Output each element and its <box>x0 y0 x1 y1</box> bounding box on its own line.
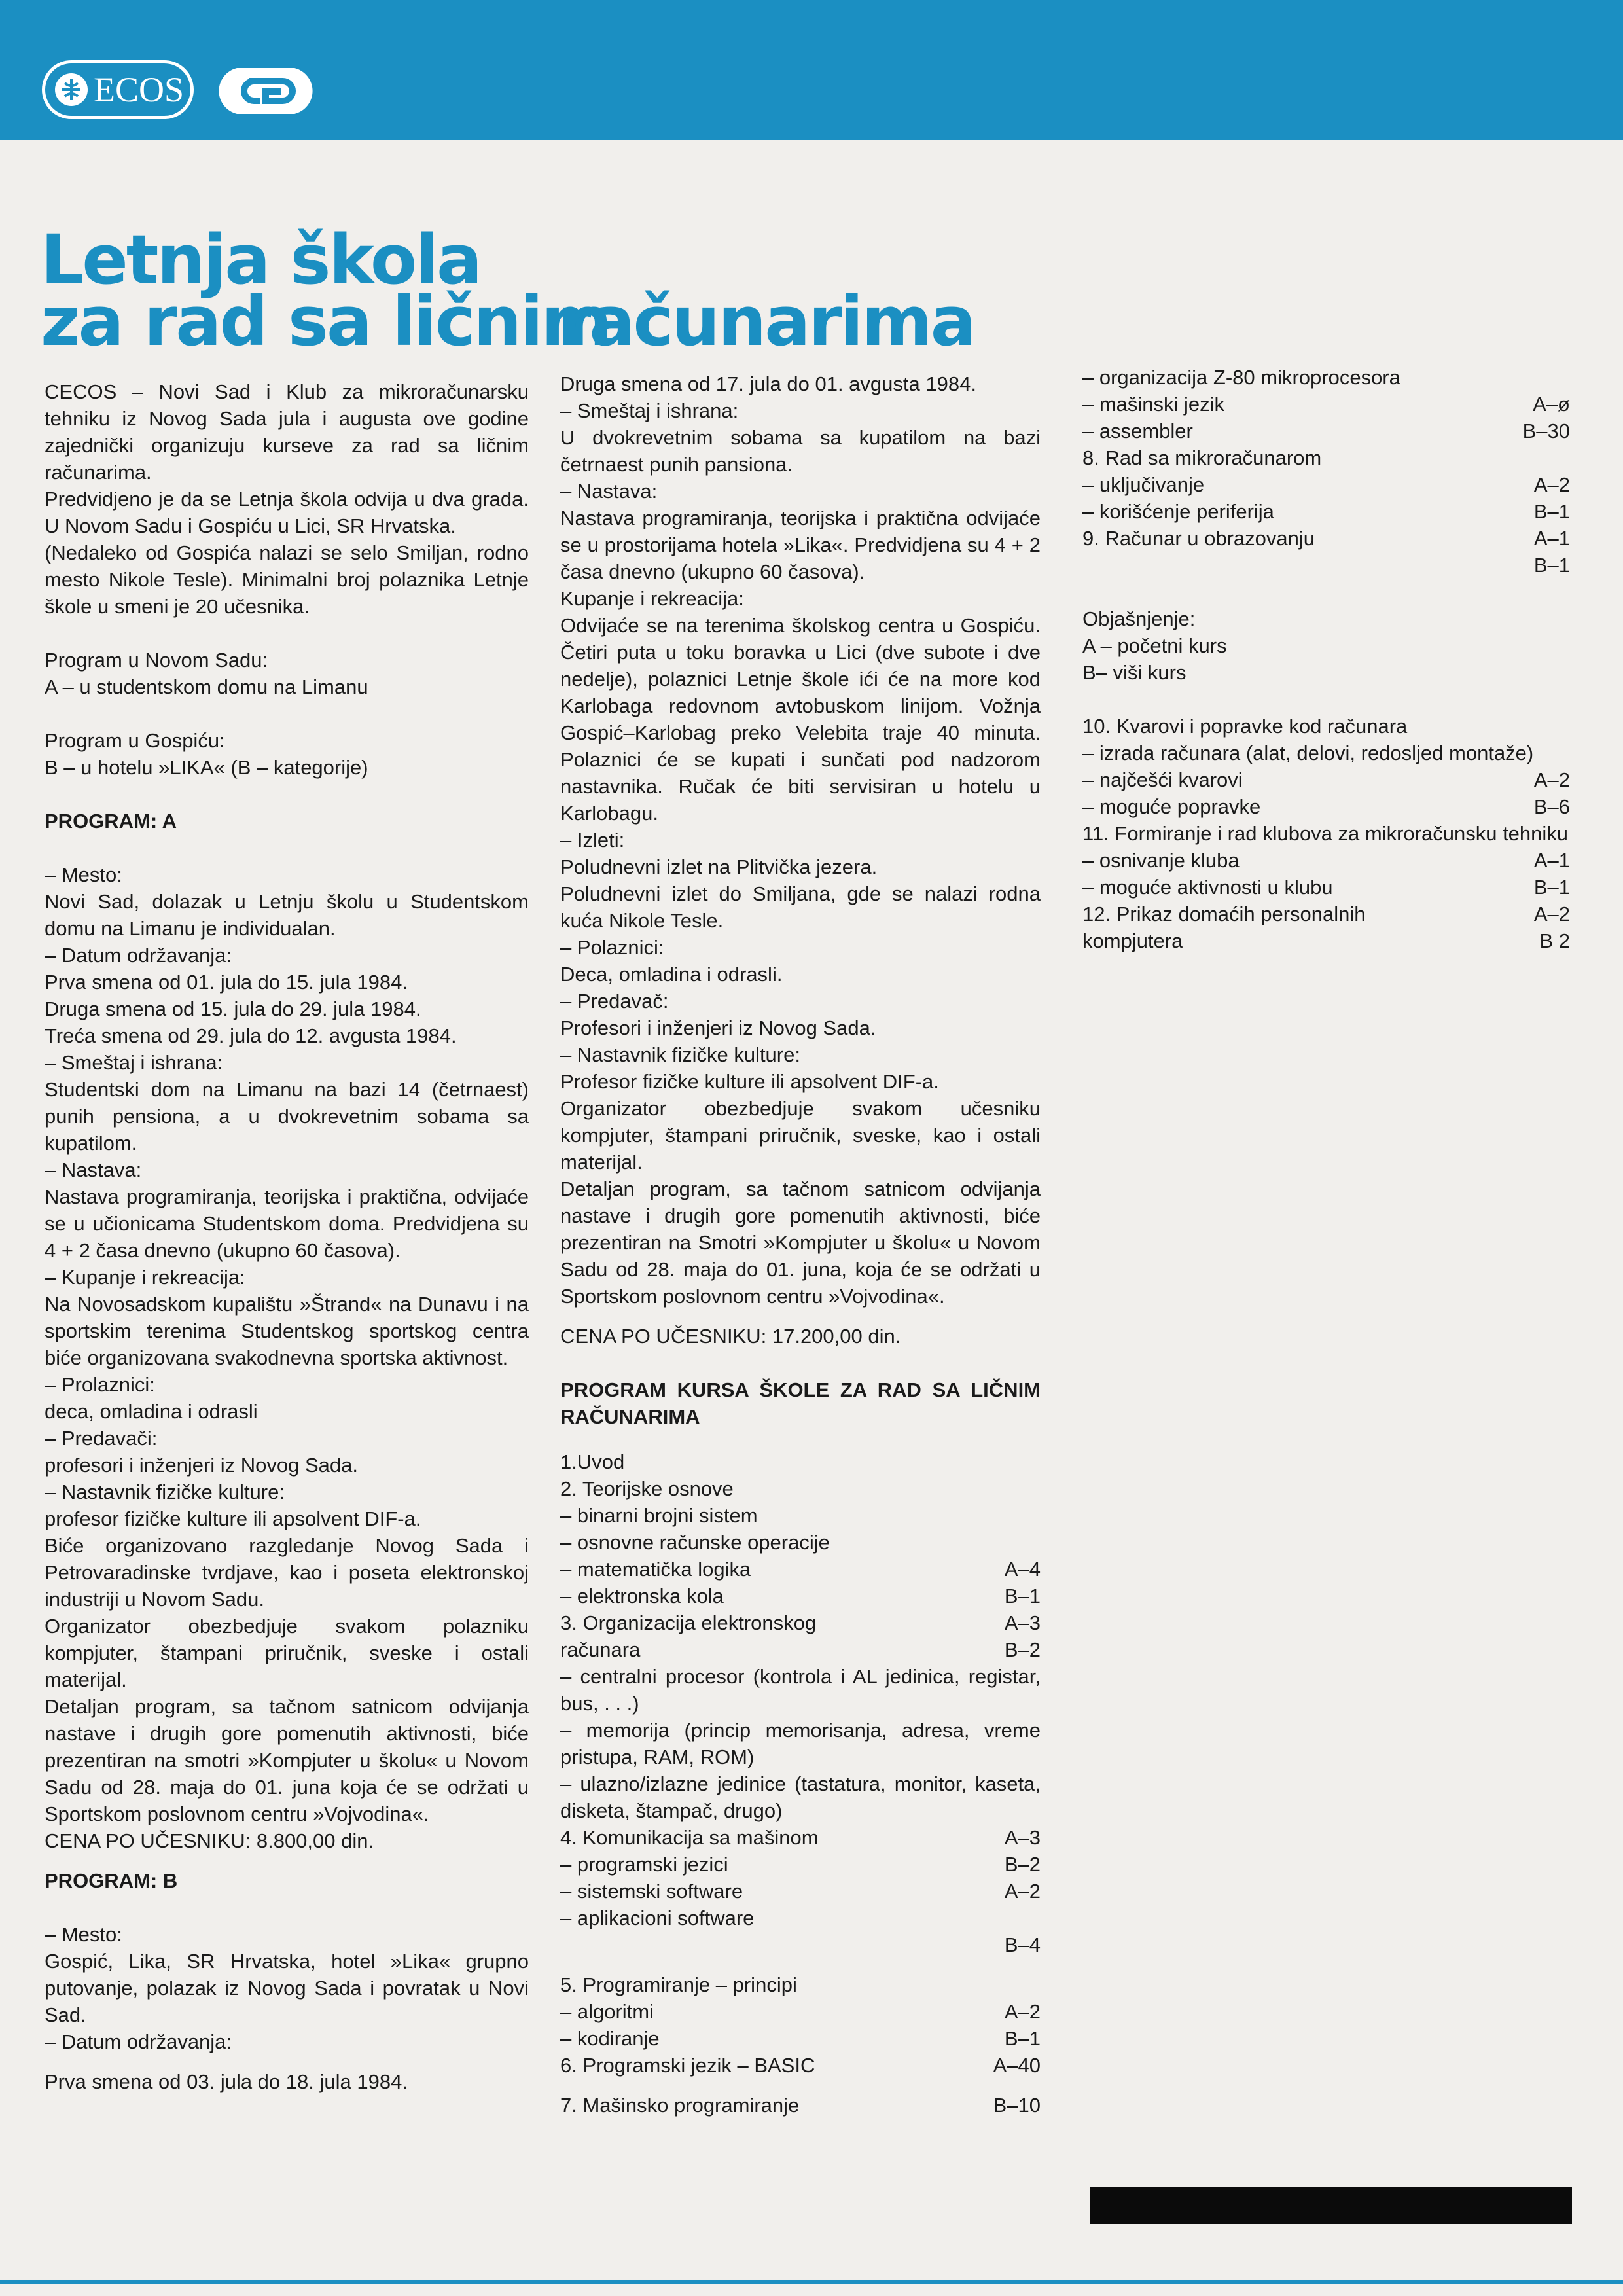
field-label: – Mesto: <box>45 1923 122 1946</box>
field-label: – Polaznici: <box>560 936 664 959</box>
list-item: – organizacija Z-80 mikroprocesora <box>1082 366 1400 389</box>
list-item: B–1 <box>1533 554 1570 577</box>
field-text: Nastava programiranja, teorijska i praktična, odvijaće se u učionicama Studentskom doma. Predvidjena su 4 + 2 časa dnevno (ukupno 60 časova). <box>45 1185 529 1262</box>
list-item: – memorija (princip memorisanja, adresa, vreme pristupa, RAM, ROM) <box>560 1719 1041 1768</box>
list-item: računara B–2 <box>560 1638 1041 1661</box>
list-item: – moguće popravke B–6 <box>1082 795 1570 818</box>
program-text: B – u hotelu »LIKA« (B – kategorije) <box>45 756 368 779</box>
list-item: – uključivanje A–2 <box>1082 473 1570 496</box>
shift-line: Druga smena od 17. jula do 01. avgusta 1984. <box>560 372 976 395</box>
field-label: – Mesto: <box>45 863 122 886</box>
title-line-2: za rad sa ličnim <box>41 281 611 361</box>
list-item: – izrada računara (alat, delovi, redosljed montaže) <box>1082 742 1534 764</box>
list-item: – assembler B–30 <box>1082 420 1570 442</box>
intro-paragraph: (Nedaleko od Gospića nalazi se selo Smiljan, rodno mesto Nikole Tesle). Minimalni broj polaznika Letnje škole u smeni je 20 učesnika. <box>45 541 529 618</box>
list-item: 6. Programski jezik – BASIC A–40 <box>560 2054 1041 2077</box>
list-item: 2. Teorijske osnove <box>560 1477 734 1500</box>
list-item: – binarni brojni sistem <box>560 1504 758 1527</box>
paragraph: Detaljan program, sa tačnom satnicom odvijanja nastave i drugih gore pomenutih aktivnosti, biće prezentiran na Smotri »Kompjuter u školu« u Novom Sadu od 28. maja do 01. juna, koja će se održati u Sportskom poslovnom centru »Vojvodina«. <box>560 1177 1041 1308</box>
list-item: – aplikacioni software <box>560 1907 755 1929</box>
field-text: Odvijaće se na terenima školskog centra u Gospiću. Četiri puta u toku boravka u Lici (dve subote i dve nedelje), polaznici Letnje škole ići će na more kod Karlobaga redovnom avtobuskom linijom. Vožnja Gospić–Karlobag preko Velebita traje 40 minuta. Polaznici će se kupati i sunčati pod nadzorom nastavnika. Ručak će biti servisiran u hotelu u Karlobagu. <box>560 614 1041 825</box>
column-2 <box>560 370 1041 2119</box>
field-text: Na Novosadskom kupalištu »Štrand« na Dunavu i na sportskim terenima Studentskog sportskog centra biće organizovana svakodnevna sportska aktivnost. <box>45 1293 529 1369</box>
list-item: – algoritmi A–2 <box>560 2000 1041 2023</box>
shift-line: Prva smena od 03. jula do 18. jula 1984. <box>45 2070 408 2093</box>
field-text: U dvokrevetnim sobama sa kupatilom na bazi četrnaest punih pansiona. <box>560 426 1041 476</box>
shift-line: Druga smena od 15. jula do 29. jula 1984. <box>45 997 421 1020</box>
field-label: – Datum održavanja: <box>45 2030 232 2053</box>
paragraph: Organizator obezbedjuje svakom polazniku kompjuter, štampani priručnik, sveske i ostali materijal. <box>45 1615 529 1691</box>
cd-logo-icon <box>211 64 321 118</box>
list-item: – korišćenje periferija B–1 <box>1082 500 1570 523</box>
legend-item: B– viši kurs <box>1082 661 1186 684</box>
list-item: – moguće aktivnosti u klubu B–1 <box>1082 876 1570 899</box>
list-item: – programski jezici B–2 <box>560 1853 1041 1876</box>
program-text: A – u studentskom domu na Limanu <box>45 675 368 698</box>
paragraph: Detaljan program, sa tačnom satnicom odvijanja nastave i drugih gore pomenutih aktivnosti, biće prezentiran na smotri »Kompjuter u školu« u Novom Sadu od 28. maja do 01. juna koja će se održati u Sportskom poslovnom centru »Vojvodina«. <box>45 1695 529 1825</box>
section-heading: PROGRAM: B <box>45 1869 178 1892</box>
list-item: 9. Računar u obrazovanju A–1 <box>1082 527 1570 550</box>
field-text: Novi Sad, dolazak u Letnju školu u Studentskom domu na Limanu je individualan. <box>45 890 529 940</box>
title-line-3: računarima <box>558 281 974 361</box>
field-label: – Datum održavanja: <box>45 944 232 967</box>
field-label: – Nastava: <box>560 480 658 503</box>
field-label: Kupanje i rekreacija: <box>560 587 744 610</box>
list-item: 4. Komunikacija sa mašinom A–3 <box>560 1826 1041 1849</box>
list-item: 1.Uvod <box>560 1450 625 1473</box>
field-label: – Nastavnik fizičke kulture: <box>45 1480 285 1503</box>
program-label: Program u Novom Sadu: <box>45 649 268 672</box>
list-item: 11. Formiranje i rad klubova za mikroračunsku tehniku <box>1082 822 1569 845</box>
intro-paragraph: Predvidjeno je da se Letnja škola odvija u dva grada. U Novom Sadu i Gospiću u Lici, SR Hrvatska. <box>45 488 529 537</box>
title-line-1: Letnja škola <box>41 220 481 300</box>
field-label: – Nastava: <box>45 1158 142 1181</box>
list-item: B–4 <box>1004 1933 1041 1956</box>
price-line: CENA PO UČESNIKU: 17.200,00 din. <box>560 1325 901 1348</box>
list-item: kompjutera B 2 <box>1082 929 1570 952</box>
field-label: – Smeštaj i ishrana: <box>560 399 739 422</box>
field-label: – Nastavnik fizičke kulture: <box>560 1043 800 1066</box>
list-item: 5. Programiranje – principi <box>560 1973 797 1996</box>
list-item: – kodiranje B–1 <box>560 2027 1041 2050</box>
intro-paragraph: CECOS – Novi Sad i Klub za mikroračunarsku tehniku iz Novog Sada jula i augusta ove godine zajednički organizuju kurseve za rad sa ličnim računarima. <box>45 380 529 484</box>
list-item: – mašinski jezik A–ø <box>1082 393 1570 416</box>
field-label: – Predavači: <box>45 1427 158 1450</box>
list-item: 12. Prikaz domaćih personalnih A–2 <box>1082 903 1570 925</box>
list-item: 7. Mašinsko programiranje B–10 <box>560 2094 1041 2117</box>
field-text: Poludnevni izlet do Smiljana, gde se nalazi rodna kuća Nikole Tesle. <box>560 882 1041 932</box>
section-heading: PROGRAM KURSA ŠKOLE ZA RAD SA LIČNIM RAČUNARIMA <box>560 1378 1041 1428</box>
shift-line: Treća smena od 29. jula do 12. avgusta 1984. <box>45 1024 457 1047</box>
price-line: CENA PO UČESNIKU: 8.800,00 din. <box>45 1829 374 1852</box>
field-text: Gospić, Lika, SR Hrvatska, hotel »Lika« grupno putovanje, polazak iz Novog Sada i povratak u Novi Sad. <box>45 1950 529 2026</box>
field-text: deca, omladina i odrasli <box>45 1400 258 1423</box>
list-item: – centralni procesor (kontrola i AL jedinica, registar, bus, . . .) <box>560 1665 1041 1715</box>
list-item: – najčešći kvarovi A–2 <box>1082 768 1570 791</box>
field-label: – Prolaznici: <box>45 1373 155 1396</box>
list-item: – matematička logika A–4 <box>560 1558 1041 1581</box>
list-item: 8. Rad sa mikroračunarom <box>1082 446 1322 469</box>
field-text: profesor fizičke kulture ili apsolvent DIF-a. <box>45 1507 421 1530</box>
paragraph: Organizator obezbedjuje svakom učesniku kompjuter, štampani priručnik, sveske, kao i ostali materijal. <box>560 1097 1041 1174</box>
list-item: – ulazno/izlazne jedinice (tastatura, monitor, kaseta, disketa, štampač, drugo) <box>560 1772 1041 1822</box>
field-text: Profesor fizičke kulture ili apsolvent DIF-a. <box>560 1070 939 1093</box>
field-label: – Kupanje i rekreacija: <box>45 1266 245 1289</box>
field-text: Deca, omladina i odrasli. <box>560 963 783 986</box>
list-item: – osnivanje kluba A–1 <box>1082 849 1570 872</box>
column-1 <box>45 378 529 2095</box>
field-label: – Izleti: <box>560 829 625 852</box>
globe-icon <box>53 71 90 108</box>
section-heading: PROGRAM: A <box>45 810 177 833</box>
column-3 <box>1082 364 1570 954</box>
program-label: Program u Gospiću: <box>45 729 225 752</box>
black-bar <box>1090 2187 1572 2224</box>
page-title <box>41 220 611 361</box>
cecos-logo <box>42 60 194 119</box>
field-text: Studentski dom na Limanu na bazi 14 (četrnaest) punih pensiona, a u dvokrevetnim sobama sa kupatilom. <box>45 1078 529 1155</box>
field-label: – Predavač: <box>560 990 669 1013</box>
field-text: profesori i inženjeri iz Novog Sada. <box>45 1454 359 1477</box>
legend-label: Objašnjenje: <box>1082 607 1196 630</box>
field-text: Profesori i inženjeri iz Novog Sada. <box>560 1016 876 1039</box>
field-text: Nastava programiranja, teorijska i praktična odvijaće se u prostorijama hotela »Lika«. Predvidjena su 4 + 2 časa dnevno (ukupno 60 časova). <box>560 507 1041 583</box>
logo-text: ECOS <box>94 70 185 109</box>
list-item: 3. Organizacija elektronskog A–3 <box>560 1611 1041 1634</box>
list-item: – elektronska kola B–1 <box>560 1585 1041 1607</box>
field-label: – Smeštaj i ishrana: <box>45 1051 223 1074</box>
shift-line: Prva smena od 01. jula do 15. jula 1984. <box>45 971 408 994</box>
legend-item: A – početni kurs <box>1082 634 1227 657</box>
list-item: 10. Kvarovi i popravke kod računara <box>1082 715 1408 738</box>
list-item: – sistemski software A–2 <box>560 1880 1041 1903</box>
list-item: – osnovne računske operacije <box>560 1531 830 1554</box>
header-bar <box>0 0 1623 140</box>
field-text: Poludnevni izlet na Plitvička jezera. <box>560 855 878 878</box>
course-list <box>560 1448 1041 2119</box>
bottom-rule <box>0 2280 1623 2284</box>
paragraph: Biće organizovano razgledanje Novog Sada i Petrovaradinske tvrdjave, kao i poseta elektronskoj industriji u Novom Sadu. <box>45 1534 529 1611</box>
